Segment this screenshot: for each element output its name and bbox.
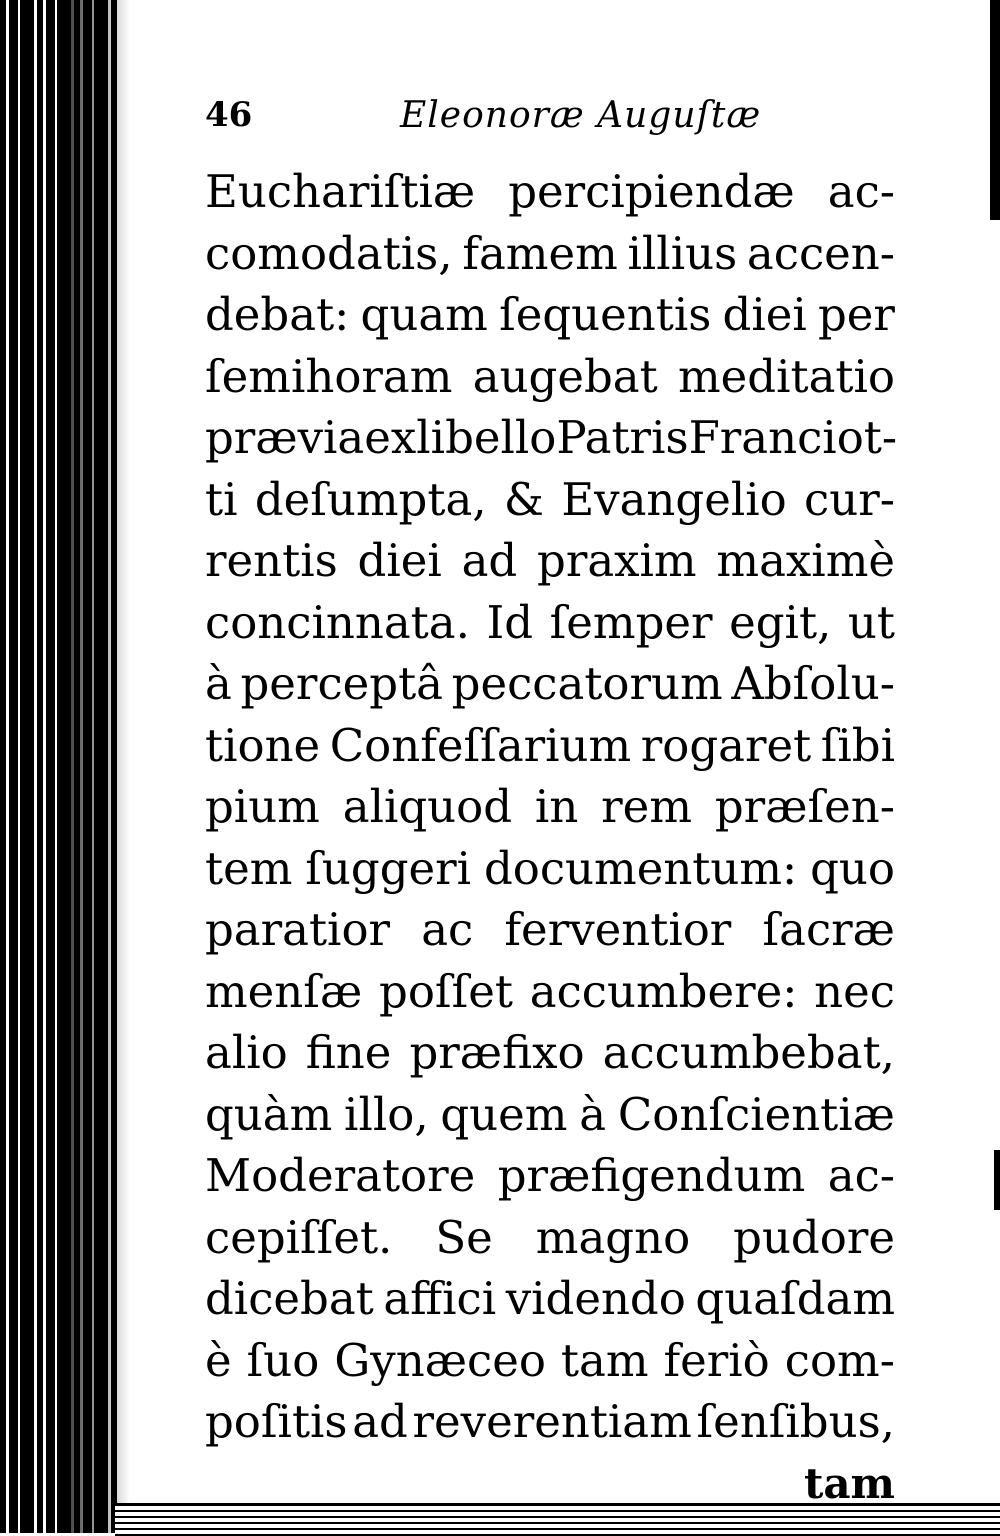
text-line: Euchariſtiæ percipiendæ ac- bbox=[205, 165, 895, 218]
text-line: pium aliquod in rem præſen- bbox=[205, 780, 895, 833]
text-line: Moderatore præfigendum ac- bbox=[205, 1149, 895, 1202]
right-margin-mark bbox=[990, 0, 1000, 220]
text-line: à perceptâ peccatorum Abſolu- bbox=[205, 657, 895, 710]
catchword: tam bbox=[803, 1458, 895, 1508]
text-line: alio fine præfixo accumbebat, bbox=[205, 1026, 895, 1079]
text-line: è ſuo Gynæceo tam feriò com- bbox=[205, 1333, 895, 1387]
text-line: poſitis ad reverentiam ſenſibus, bbox=[205, 1395, 895, 1448]
text-line: debat: quam ſequentis diei per bbox=[205, 288, 895, 341]
page bbox=[205, 95, 905, 1508]
page-left-edge bbox=[112, 0, 115, 1533]
running-title: Eleonoræ Auguſtæ bbox=[400, 95, 762, 136]
text-line: ſemihoram augebat meditatio bbox=[205, 349, 895, 403]
text-line: ti deſumpta, & Evangelio cur- bbox=[205, 472, 895, 526]
catchword-row bbox=[205, 1459, 905, 1529]
text-line: tione Confeſſarium rogaret ſibi bbox=[205, 718, 895, 772]
text-line: menſæ poſſet accumbere: nec bbox=[205, 964, 895, 1018]
text-line: concinnata. Id ſemper egit, ut bbox=[205, 595, 895, 649]
gutter-shadow bbox=[60, 0, 130, 1533]
page-header bbox=[205, 95, 905, 147]
text-line: paratior ac ferventior ſacræ bbox=[205, 903, 895, 956]
text-line: prævia ex libello Patris Franciot- bbox=[205, 411, 898, 464]
page-number: 46 bbox=[205, 95, 253, 135]
text-line: cepiſſet. Se magno pudore bbox=[205, 1210, 895, 1264]
right-margin-mark bbox=[994, 1150, 1000, 1210]
text-line: quàm illo, quem à Conſcientiæ bbox=[205, 1087, 895, 1141]
text-line: rentis diei ad praxim maximè bbox=[205, 534, 895, 587]
body-text bbox=[205, 161, 905, 1453]
text-line: tem ſuggeri documentum: quo bbox=[205, 841, 895, 895]
text-line: comodatis, famem illius accen- bbox=[205, 226, 895, 280]
text-line: dicebat affici videndo quaſdam bbox=[205, 1272, 895, 1325]
